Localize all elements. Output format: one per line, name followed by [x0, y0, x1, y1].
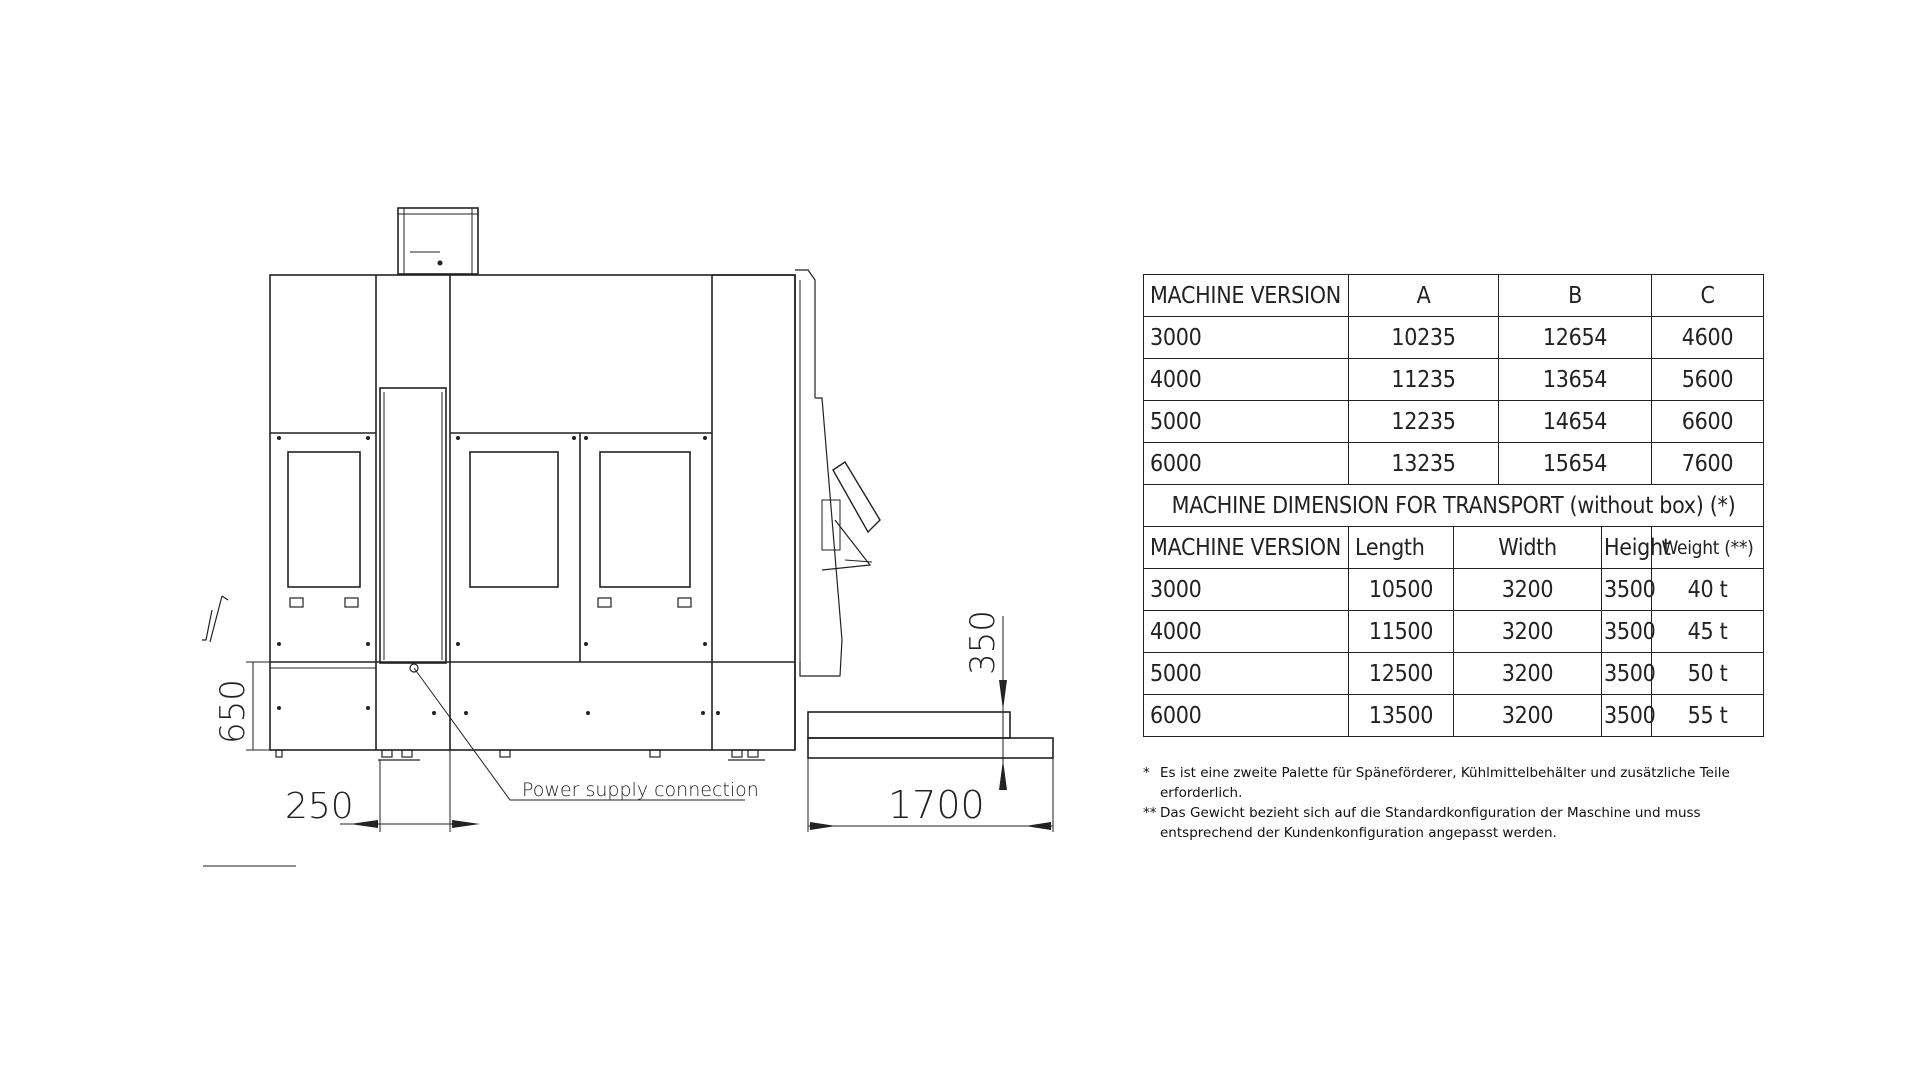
left-window: [288, 452, 360, 587]
footnote-text: Es ist eine zweite Palette für Späneförderer, Kühlmittelbehälter und zusätzliche Teile erforderlich.: [1160, 765, 1730, 801]
table-cell: 3500: [1602, 653, 1652, 695]
table-cell: 55 t: [1652, 695, 1764, 737]
table-cell: 3200: [1454, 653, 1602, 695]
footnote-2: [1143, 803, 1783, 843]
table-row: [1144, 443, 1764, 485]
center-column: [380, 388, 446, 663]
machine-enclosure: [270, 275, 795, 750]
table-cell: 45 t: [1652, 611, 1764, 653]
table-cell: 14654: [1499, 401, 1652, 443]
table-cell: 3000: [1144, 317, 1349, 359]
table-cell: 10500: [1349, 569, 1454, 611]
table-cell: 40 t: [1652, 569, 1764, 611]
table-cell: 4000: [1144, 359, 1349, 401]
table-cell: 12654: [1499, 317, 1652, 359]
header-machine-version: MACHINE VERSION: [1144, 275, 1349, 317]
table-row: [1144, 611, 1764, 653]
table-cell: 5600: [1652, 359, 1764, 401]
header-length: Length: [1349, 527, 1454, 569]
table-cell: 10235: [1349, 317, 1499, 359]
table-cell: 4000: [1144, 611, 1349, 653]
table-cell: 5000: [1144, 401, 1349, 443]
footnote-1: [1143, 763, 1783, 803]
table-cell: 13500: [1349, 695, 1454, 737]
table-cell: 12500: [1349, 653, 1454, 695]
table-cell: 3500: [1602, 695, 1652, 737]
footnote-marker: *: [1143, 765, 1150, 781]
table-cell: 3200: [1454, 569, 1602, 611]
header-a: A: [1349, 275, 1499, 317]
table-cell: 11235: [1349, 359, 1499, 401]
transport-header-row: [1144, 527, 1764, 569]
footnote-text: Das Gewicht bezieht sich auf die Standardkonfiguration der Maschine und muss entsprechend der Kundenkonfiguration angepasst werden.: [1160, 805, 1701, 841]
table-cell: 6000: [1144, 695, 1349, 737]
header-weight: Weight (**): [1652, 527, 1764, 569]
table-header-row: [1144, 275, 1764, 317]
table-cell: 13654: [1499, 359, 1652, 401]
table-cell: 6600: [1652, 401, 1764, 443]
table-row: [1144, 653, 1764, 695]
transport-title-row: [1144, 485, 1764, 527]
dimension-350: 350: [963, 610, 1003, 675]
center-window: [470, 452, 558, 587]
table-row: [1144, 569, 1764, 611]
machine-dimensions-table: [1143, 274, 1764, 737]
table-cell: 50 t: [1652, 653, 1764, 695]
header-width: Width: [1454, 527, 1602, 569]
table-cell: 6000: [1144, 443, 1349, 485]
pallet-upper: [808, 712, 1010, 738]
table-row: [1144, 359, 1764, 401]
header-c: C: [1652, 275, 1764, 317]
table-cell: 3200: [1454, 695, 1602, 737]
right-window: [600, 452, 690, 587]
table-cell: 3500: [1602, 569, 1652, 611]
table-cell: 15654: [1499, 443, 1652, 485]
table-row: [1144, 317, 1764, 359]
table-row: [1144, 401, 1764, 443]
table-cell: 3500: [1602, 611, 1652, 653]
pallet-lower: [808, 738, 1053, 758]
table-cell: 4600: [1652, 317, 1764, 359]
table-cell: 13235: [1349, 443, 1499, 485]
table-row: [1144, 695, 1764, 737]
power-supply-callout: Power supply connection: [522, 779, 759, 801]
table-cell: 11500: [1349, 611, 1454, 653]
header-b: B: [1499, 275, 1652, 317]
header-height: Height: [1602, 527, 1652, 569]
table-cell: 3000: [1144, 569, 1349, 611]
footnote-marker: **: [1143, 805, 1157, 821]
transport-table-title: MACHINE DIMENSION FOR TRANSPORT (without box) (*): [1144, 485, 1764, 527]
table-cell: 3200: [1454, 611, 1602, 653]
dimension-1700: 1700: [888, 783, 985, 827]
footnotes: [1143, 763, 1783, 843]
table-cell: 7600: [1652, 443, 1764, 485]
table-cell: 5000: [1144, 653, 1349, 695]
table-cell: 12235: [1349, 401, 1499, 443]
header-machine-version: MACHINE VERSION: [1144, 527, 1349, 569]
dimension-650: 650: [213, 679, 253, 744]
dimension-250: 250: [285, 786, 354, 827]
